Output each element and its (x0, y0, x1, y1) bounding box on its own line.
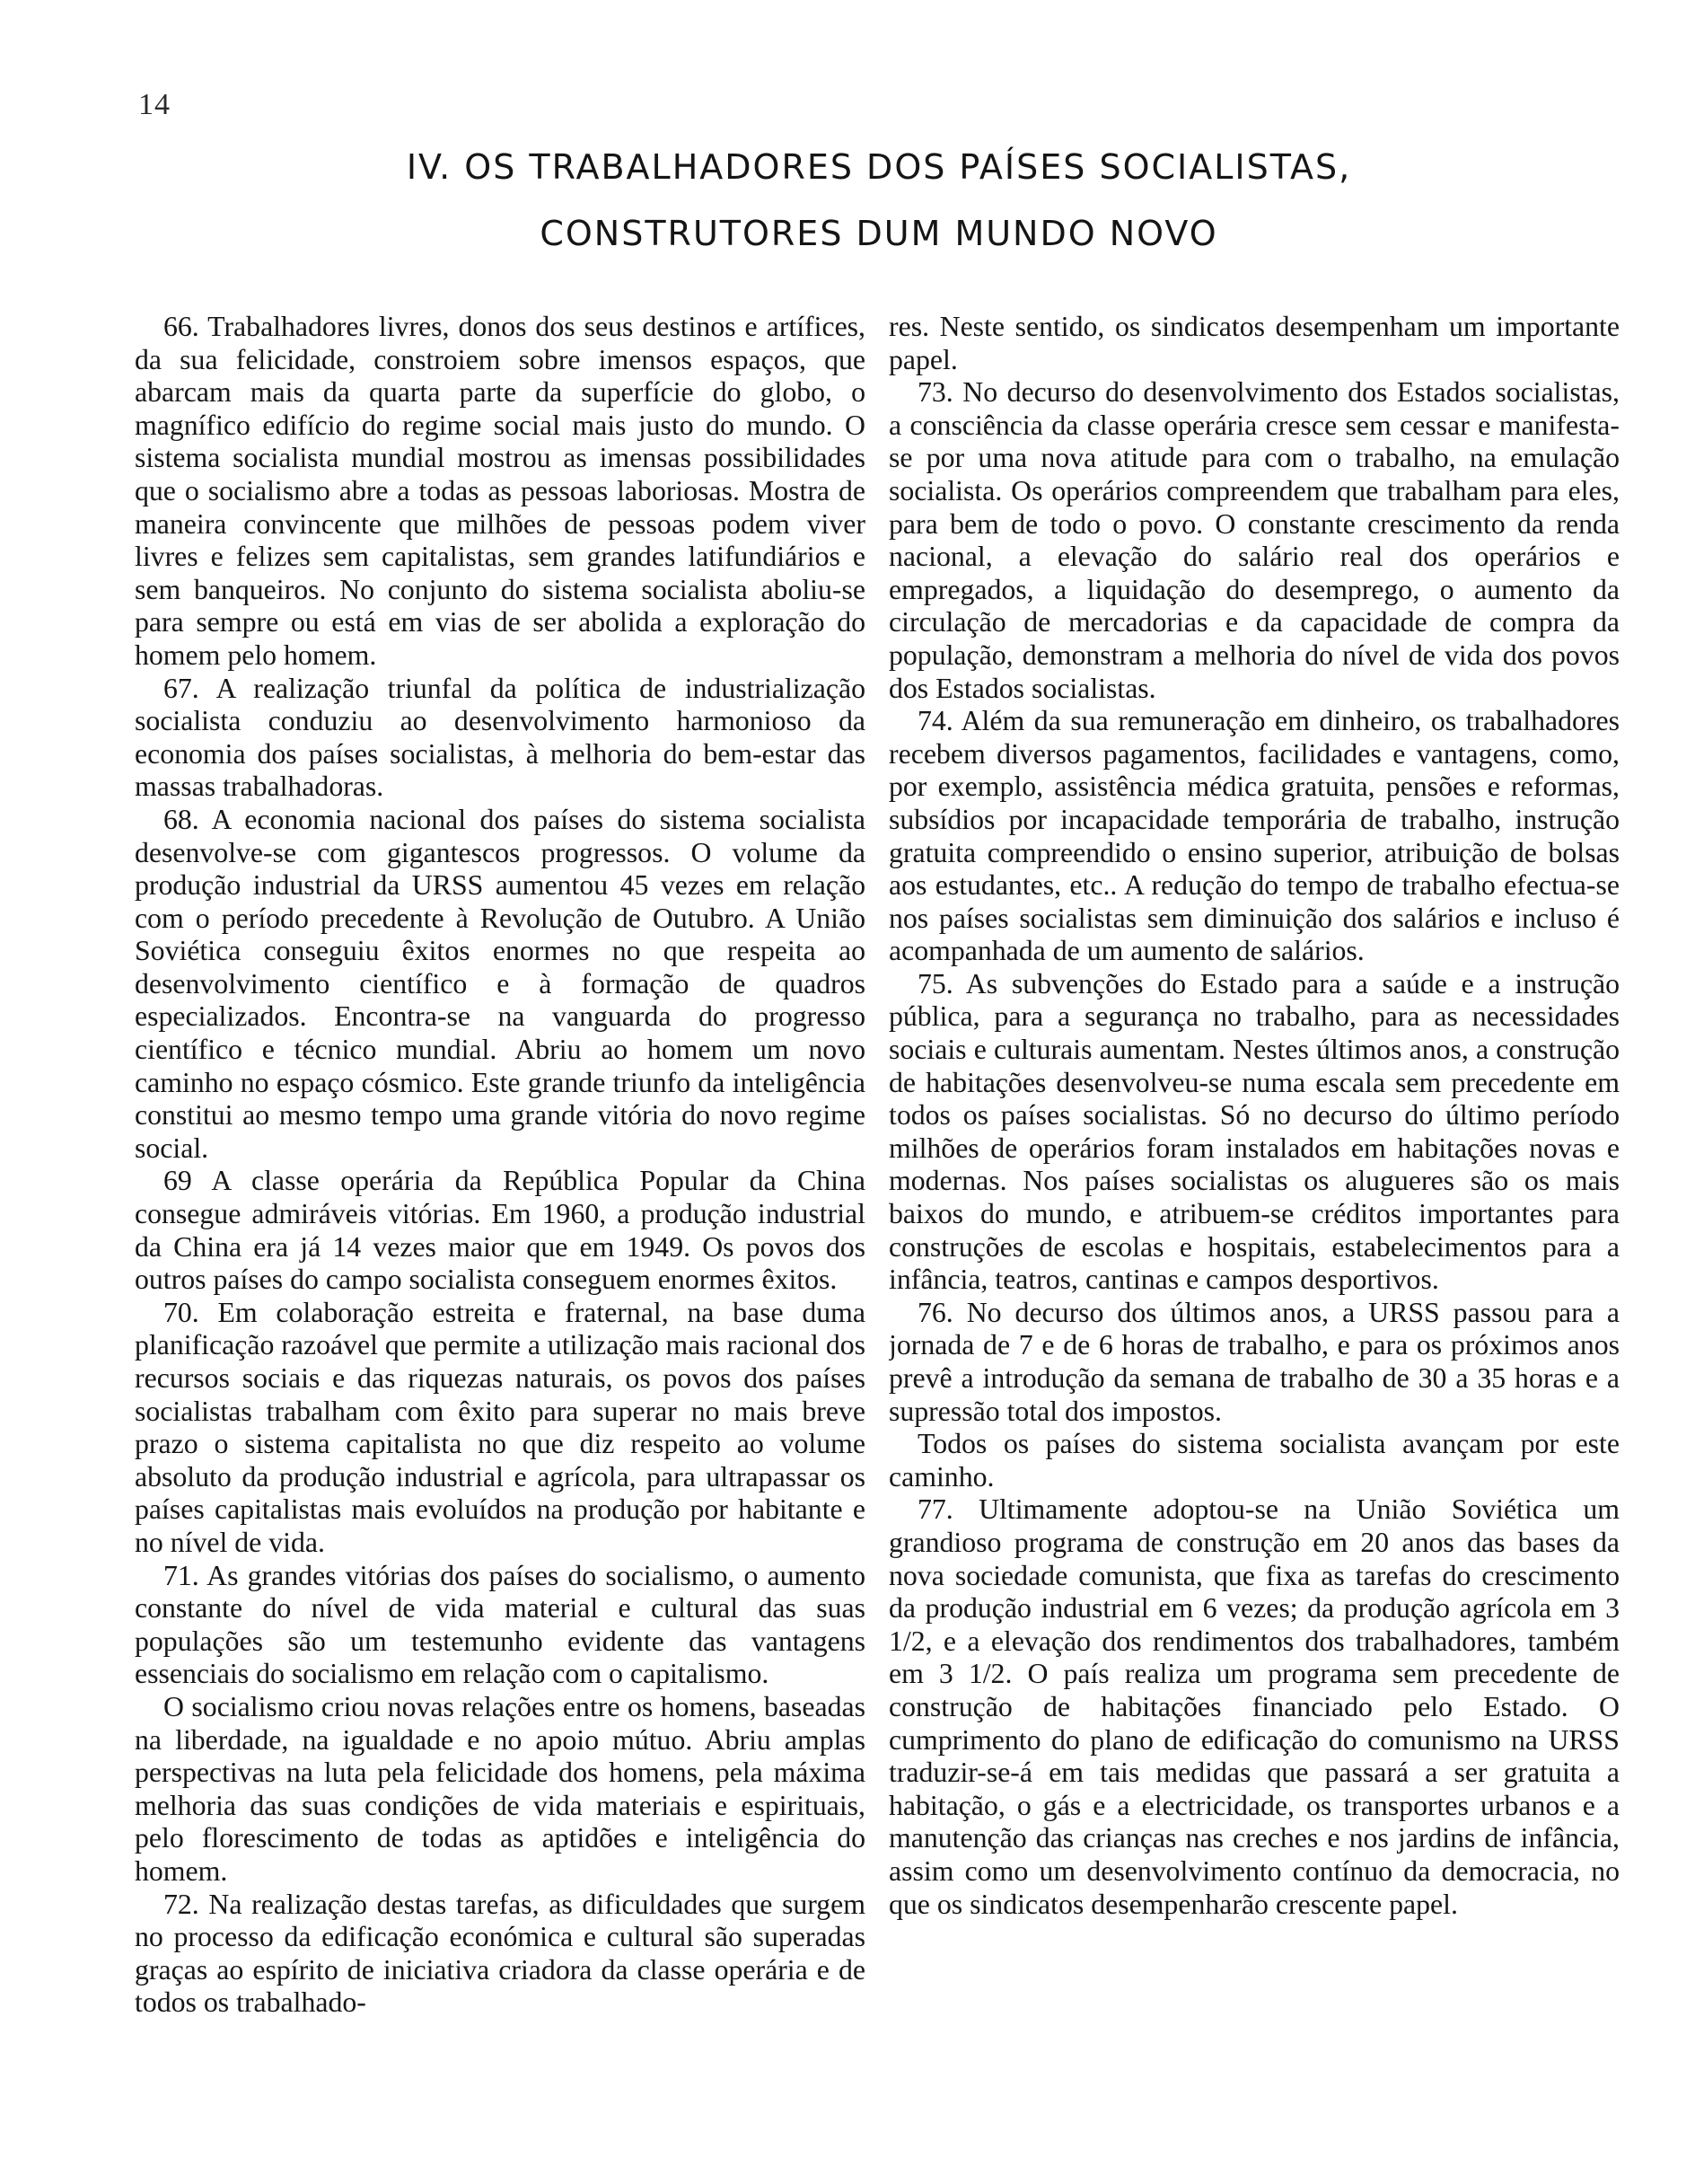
paragraph: 71. As grandes vitórias dos países do socialismo, o aumento constante do nível de vida material e cultural das suas populações são um testemunho evidente das vantagens essenciais do socialismo em relação com o capitalismo. (135, 1559, 865, 1690)
paragraph: O socialismo criou novas relações entre os homens, baseadas na liberdade, na igualdade e no apoio mútuo. Abriu amplas perspectivas na luta pela felicidade dos homens, pela máxima melhoria das suas condições de vida materiais e espirituais, pelo florescimento de todas as aptidões e inteligência do homem. (135, 1690, 865, 1887)
paragraph: 67. A realização triunfal da política de industrialização socialista conduziu ao desenvolvimento harmonioso da economia dos países socialistas, à melhoria do bem-estar das massas trabalhadoras. (135, 672, 865, 803)
paragraph: 75. As subvenções do Estado para a saúde e a instrução pública, para a segurança no trabalho, para as necessidades sociais e culturais aumentam. Nestes últimos anos, a construção de habitações desenvolveu-se numa escala sem precedente em todos os países socialistas. Só no decurso do último período milhões de operários foram instalados em habitações novas e modernas. Nos países socialistas os alugueres são os mais baixos do mundo, e atribuem-se créditos importantes para construções de escolas e hospitais, estabelecimentos para a infância, teatros, cantinas e campos desportivos. (889, 967, 1620, 1296)
left-column (135, 311, 865, 2152)
paragraph: 68. A economia nacional dos países do sistema socialista desenvolve-se com gigantescos progressos. O volume da produção industrial da URSS aumentou 45 vezes em relação com o período precedente à Revolução de Outubro. A União Soviética conseguiu êxitos enormes no que respeita ao desenvolvimento científico e à formação de quadros especializados. Encontra-se na vanguarda do progresso científico e técnico mundial. Abriu ao homem um novo caminho no espaço cósmico. Este grande triunfo da inteligência constitui ao mesmo tempo uma grande vitória do novo regime social. (135, 803, 865, 1164)
section-heading-line-2: CONSTRUTORES DUM MUNDO NOVO (540, 214, 1218, 253)
right-column (889, 311, 1620, 2152)
paragraph: Todos os países do sistema socialista avançam por este caminho. (889, 1428, 1620, 1493)
paragraph: 73. No decurso do desenvolvimento dos Estados socialistas, a consciência da classe operária cresce sem cessar e manifesta-se por uma nova atitude para com o trabalho, na emulação socialista. Os operários compreendem que trabalham para eles, para bem de todo o povo. O constante crescimento da renda nacional, a elevação do salário real dos operários e empregados, a liquidação do desemprego, o aumento da circulação de mercadorias e da capacidade de compra da população, demonstram a melhoria do nível de vida dos povos dos Estados socialistas. (889, 376, 1620, 704)
paragraph: 70. Em colaboração estreita e fraternal, na base duma planificação razoável que permite a utilização mais racional dos recursos sociais e das riquezas naturais, os povos dos países socialistas trabalham com êxito para superar no mais breve prazo o sistema capitalista no que diz respeito ao volume absoluto da produção industrial e agrícola, para ultrapassar os países capitalistas mais evoluídos na produção por habitante e no nível de vida. (135, 1296, 865, 1558)
page-number: 14 (138, 88, 171, 121)
paragraph: 66. Trabalhadores livres, donos dos seus destinos e artífices, da sua felicidade, constroiem sobre imensos espaços, que abarcam mais da quarta parte da superfície do globo, o magnífico edifício do regime social mais justo do mundo. O sistema socialista mundial mostrou as imensas possibilidades que o socialismo abre a todas as pessoas laboriosas. Mostra de maneira convincente que milhões de pessoas podem viver livres e felizes sem capitalistas, sem grandes latifundiários e sem banqueiros. No conjunto do sistema socialista aboliu-se para sempre ou está em vias de ser abolida a exploração do homem pelo homem. (135, 311, 865, 671)
paragraph: 69 A classe operária da República Popular da China consegue admiráveis vitórias. Em 1960, a produção industrial da China era já 14 vezes maior que em 1949. Os povos dos outros países do campo socialista conseguem enormes êxitos. (135, 1165, 865, 1296)
paragraph: 72. Na realização destas tarefas, as dificuldades que surgem no processo da edificação económica e cultural são superadas graças ao espírito de iniciativa criadora da classe operária e de todos os trabalhado- (135, 1888, 865, 2019)
paragraph: res. Neste sentido, os sindicatos desempenham um importante papel. (889, 311, 1620, 375)
paragraph: 76. No decurso dos últimos anos, a URSS passou para a jornada de 7 e de 6 horas de trabalho, e para os próximos anos prevê a introdução da semana de trabalho de 30 a 35 horas e a supressão total dos impostos. (889, 1296, 1620, 1427)
paragraph: 74. Além da sua remuneração em dinheiro, os trabalhadores recebem diversos pagamentos, facilidades e vantagens, como, por exemplo, assistência médica gratuita, pensões e reformas, subsídios por incapacidade temporária de trabalho, instrução gratuita compreendido o ensino superior, atribuição de bolsas aos estudantes, etc.. A redução do tempo de trabalho efectua-se nos países socialistas sem diminuição dos salários e incluso é acompanhada de um aumento de salários. (889, 705, 1620, 967)
paragraph: 77. Ultimamente adoptou-se na União Soviética um grandioso programa de construção em 20 anos das bases da nova sociedade comunista, que fixa as tarefas do crescimento da produção industrial em 6 vezes; da produção agrícola em 3 1/2, e a elevação dos rendimentos dos trabalhadores, também em 3 1/2. O país realiza um programa sem precedente de construção de habitações financiado pelo Estado. O cumprimento do plano de edificação do comunismo na URSS traduzir-se-á em tais medidas que passará a ser gratuita a habitação, o gás e a electricidade, os transportes urbanos e a manutenção das crianças nas creches e nos jardins de infância, assim como um desenvolvimento contínuo da democracia, no que os sindicatos desempenharão crescente papel. (889, 1493, 1620, 1920)
section-heading-line-1: IV. OS TRABALHADORES DOS PAÍSES SOCIALISTAS, (406, 147, 1352, 187)
